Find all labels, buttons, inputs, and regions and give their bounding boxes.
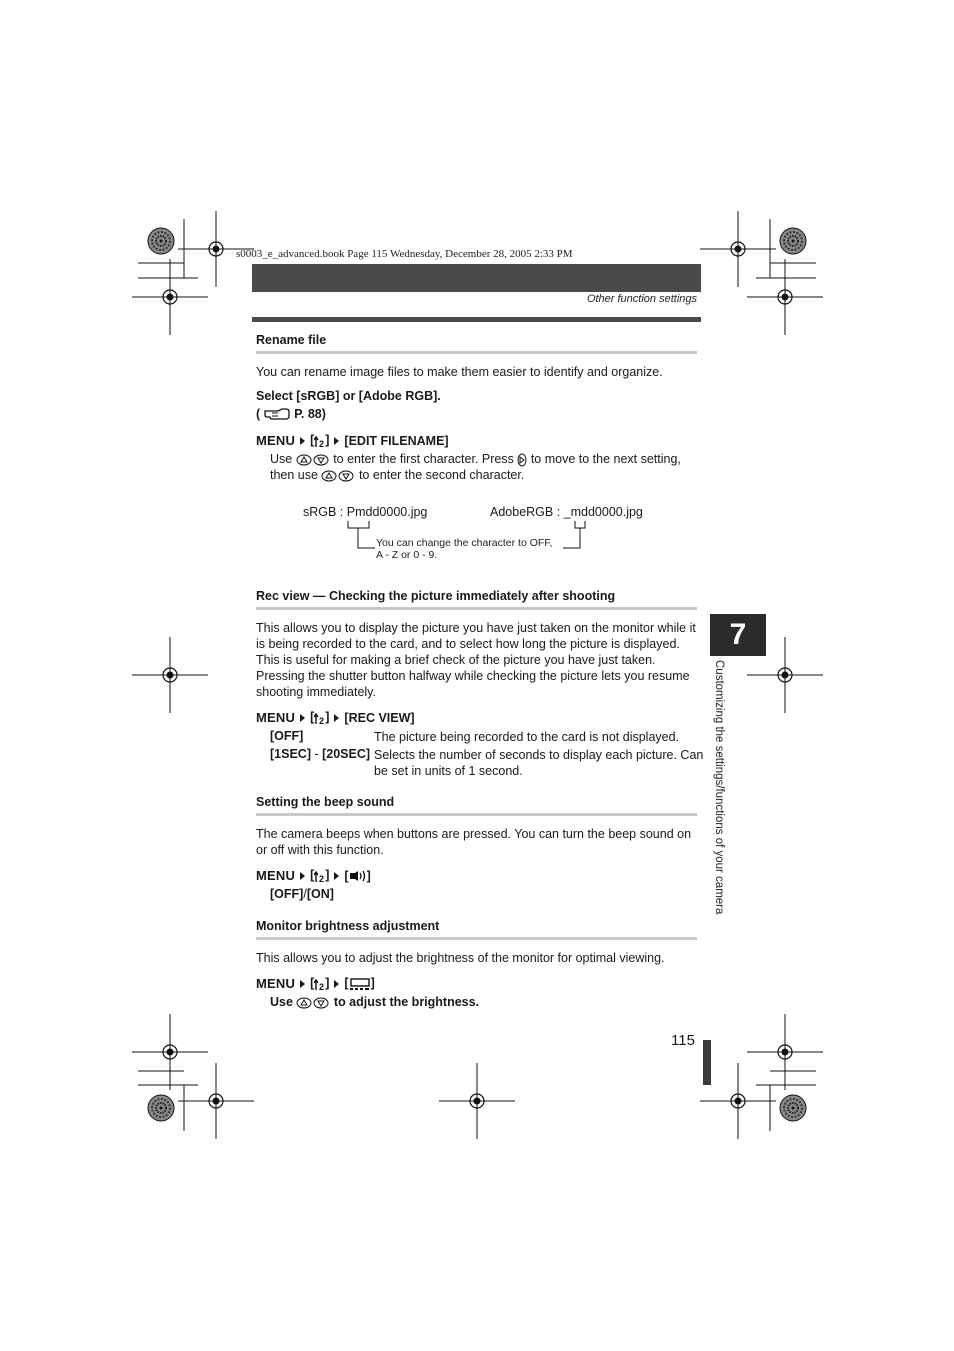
menu-item-rec-view: [REC VIEW] <box>344 710 415 725</box>
svg-text:2: 2 <box>319 438 325 448</box>
option-seconds-description: Selects the number of seconds to display each picture. Can be set in units of 1 second. <box>374 748 704 778</box>
arrow-right-icon <box>334 872 339 880</box>
brightness-menu-path <box>256 976 375 991</box>
brightness-instruction: Use to adjust the brightness. <box>270 995 480 1009</box>
ref-page: P. 88) <box>294 407 326 421</box>
svg-text:2: 2 <box>319 873 325 883</box>
rename-intro: You can rename image files to make them easier to identify and organize. <box>256 365 663 379</box>
print-slug: s0003_e_advanced.book Page 115 Wednesday, December 28, 2005 2:33 PM <box>236 248 573 260</box>
arrow-right-icon <box>300 437 305 445</box>
beep-menu-path <box>256 868 371 883</box>
rec-view-body: This allows you to display the picture you have just taken on the monitor while it is being recorded to the card, and to select how long the picture is displayed. This is useful for making a brief check of the picture you have just taken. Pressing the shutter button halfway while checking the picture lets you resume shooting immediately. <box>256 621 696 699</box>
chapter-tab: 7 <box>710 614 766 656</box>
arrow-right-icon <box>334 980 339 988</box>
setup-tab-2-icon: [ 2 ] <box>310 433 330 448</box>
beep-body: The camera beeps when buttons are pressed. You can turn the beep sound on or off with this function. <box>256 827 692 857</box>
menu-key-label: MENU <box>256 710 296 725</box>
page-number: 115 <box>671 1032 695 1049</box>
filename-note-line-2: A - Z or 0 - 9. <box>376 549 438 561</box>
filename-note-line-1: You can change the character to OFF, <box>376 537 553 549</box>
up-down-arrow-buttons-icon <box>321 470 355 482</box>
menu-key-label: MENU <box>256 433 296 448</box>
option-off-key: [OFF] <box>270 729 304 743</box>
section-title-beep: Setting the beep sound <box>256 795 395 809</box>
arrow-right-icon <box>334 437 339 445</box>
setup-tab-2-icon: [ 2 ] <box>310 868 330 883</box>
arrow-right-icon <box>334 714 339 722</box>
section-title-rec-view: Rec view — Checking the picture immediately after shooting <box>256 589 616 603</box>
up-down-arrow-buttons-icon <box>296 997 330 1009</box>
arrow-right-icon <box>300 872 305 880</box>
option-seconds-key: [1SEC] - [20SEC] <box>270 747 371 761</box>
chapter-side-label: Customizing the settings/functions of your camera <box>713 660 725 915</box>
filename-srgb-example: sRGB : Pmdd0000.jpg <box>303 505 428 519</box>
beep-sound-icon: [ ] <box>344 868 371 883</box>
running-header: Other function settings <box>586 293 697 305</box>
rename-select: Select [sRGB] or [Adobe RGB]. <box>256 389 441 403</box>
section-rule <box>256 607 697 610</box>
filename-adobergb-example: AdobeRGB : _mdd0000.jpg <box>490 505 643 519</box>
pointing-hand-icon <box>264 408 290 420</box>
option-off-description: The picture being recorded to the card is not displayed. <box>374 730 680 744</box>
arrow-right-icon <box>300 980 305 988</box>
up-down-arrow-buttons-icon <box>296 454 330 466</box>
section-rule <box>256 937 697 940</box>
brightness-body: This allows you to adjust the brightness of the monitor for optimal viewing. <box>256 951 665 965</box>
menu-item-edit-filename: [EDIT FILENAME] <box>344 433 449 448</box>
rename-instruction-line-2: then use to enter the second character. <box>270 468 525 482</box>
section-title-rename: Rename file <box>256 333 327 347</box>
svg-text:2: 2 <box>319 981 325 991</box>
rename-menu-path <box>256 433 449 448</box>
rec-view-menu-path <box>256 710 415 725</box>
rename-reference <box>256 406 701 422</box>
page-number-bar <box>703 1040 711 1085</box>
menu-key-label: MENU <box>256 868 296 883</box>
rename-instruction-line-1: Use to enter the first character. Press to move to the next setting, <box>270 452 681 466</box>
svg-text:2: 2 <box>319 715 325 725</box>
beep-options: [OFF]/[ON] <box>270 887 334 901</box>
header-bar <box>252 264 701 292</box>
setup-tab-2-icon: [ 2 ] <box>310 710 330 725</box>
section-title-brightness: Monitor brightness adjustment <box>256 919 440 933</box>
section-rule <box>256 351 697 354</box>
right-arrow-button-icon <box>517 453 527 467</box>
arrow-right-icon <box>300 714 305 722</box>
header-rule <box>252 317 701 322</box>
menu-key-label: MENU <box>256 976 296 991</box>
monitor-brightness-icon: [ ] <box>344 976 375 991</box>
ref-open: ( <box>256 407 261 421</box>
section-rule <box>256 813 697 816</box>
setup-tab-2-icon: [ 2 ] <box>310 976 330 991</box>
